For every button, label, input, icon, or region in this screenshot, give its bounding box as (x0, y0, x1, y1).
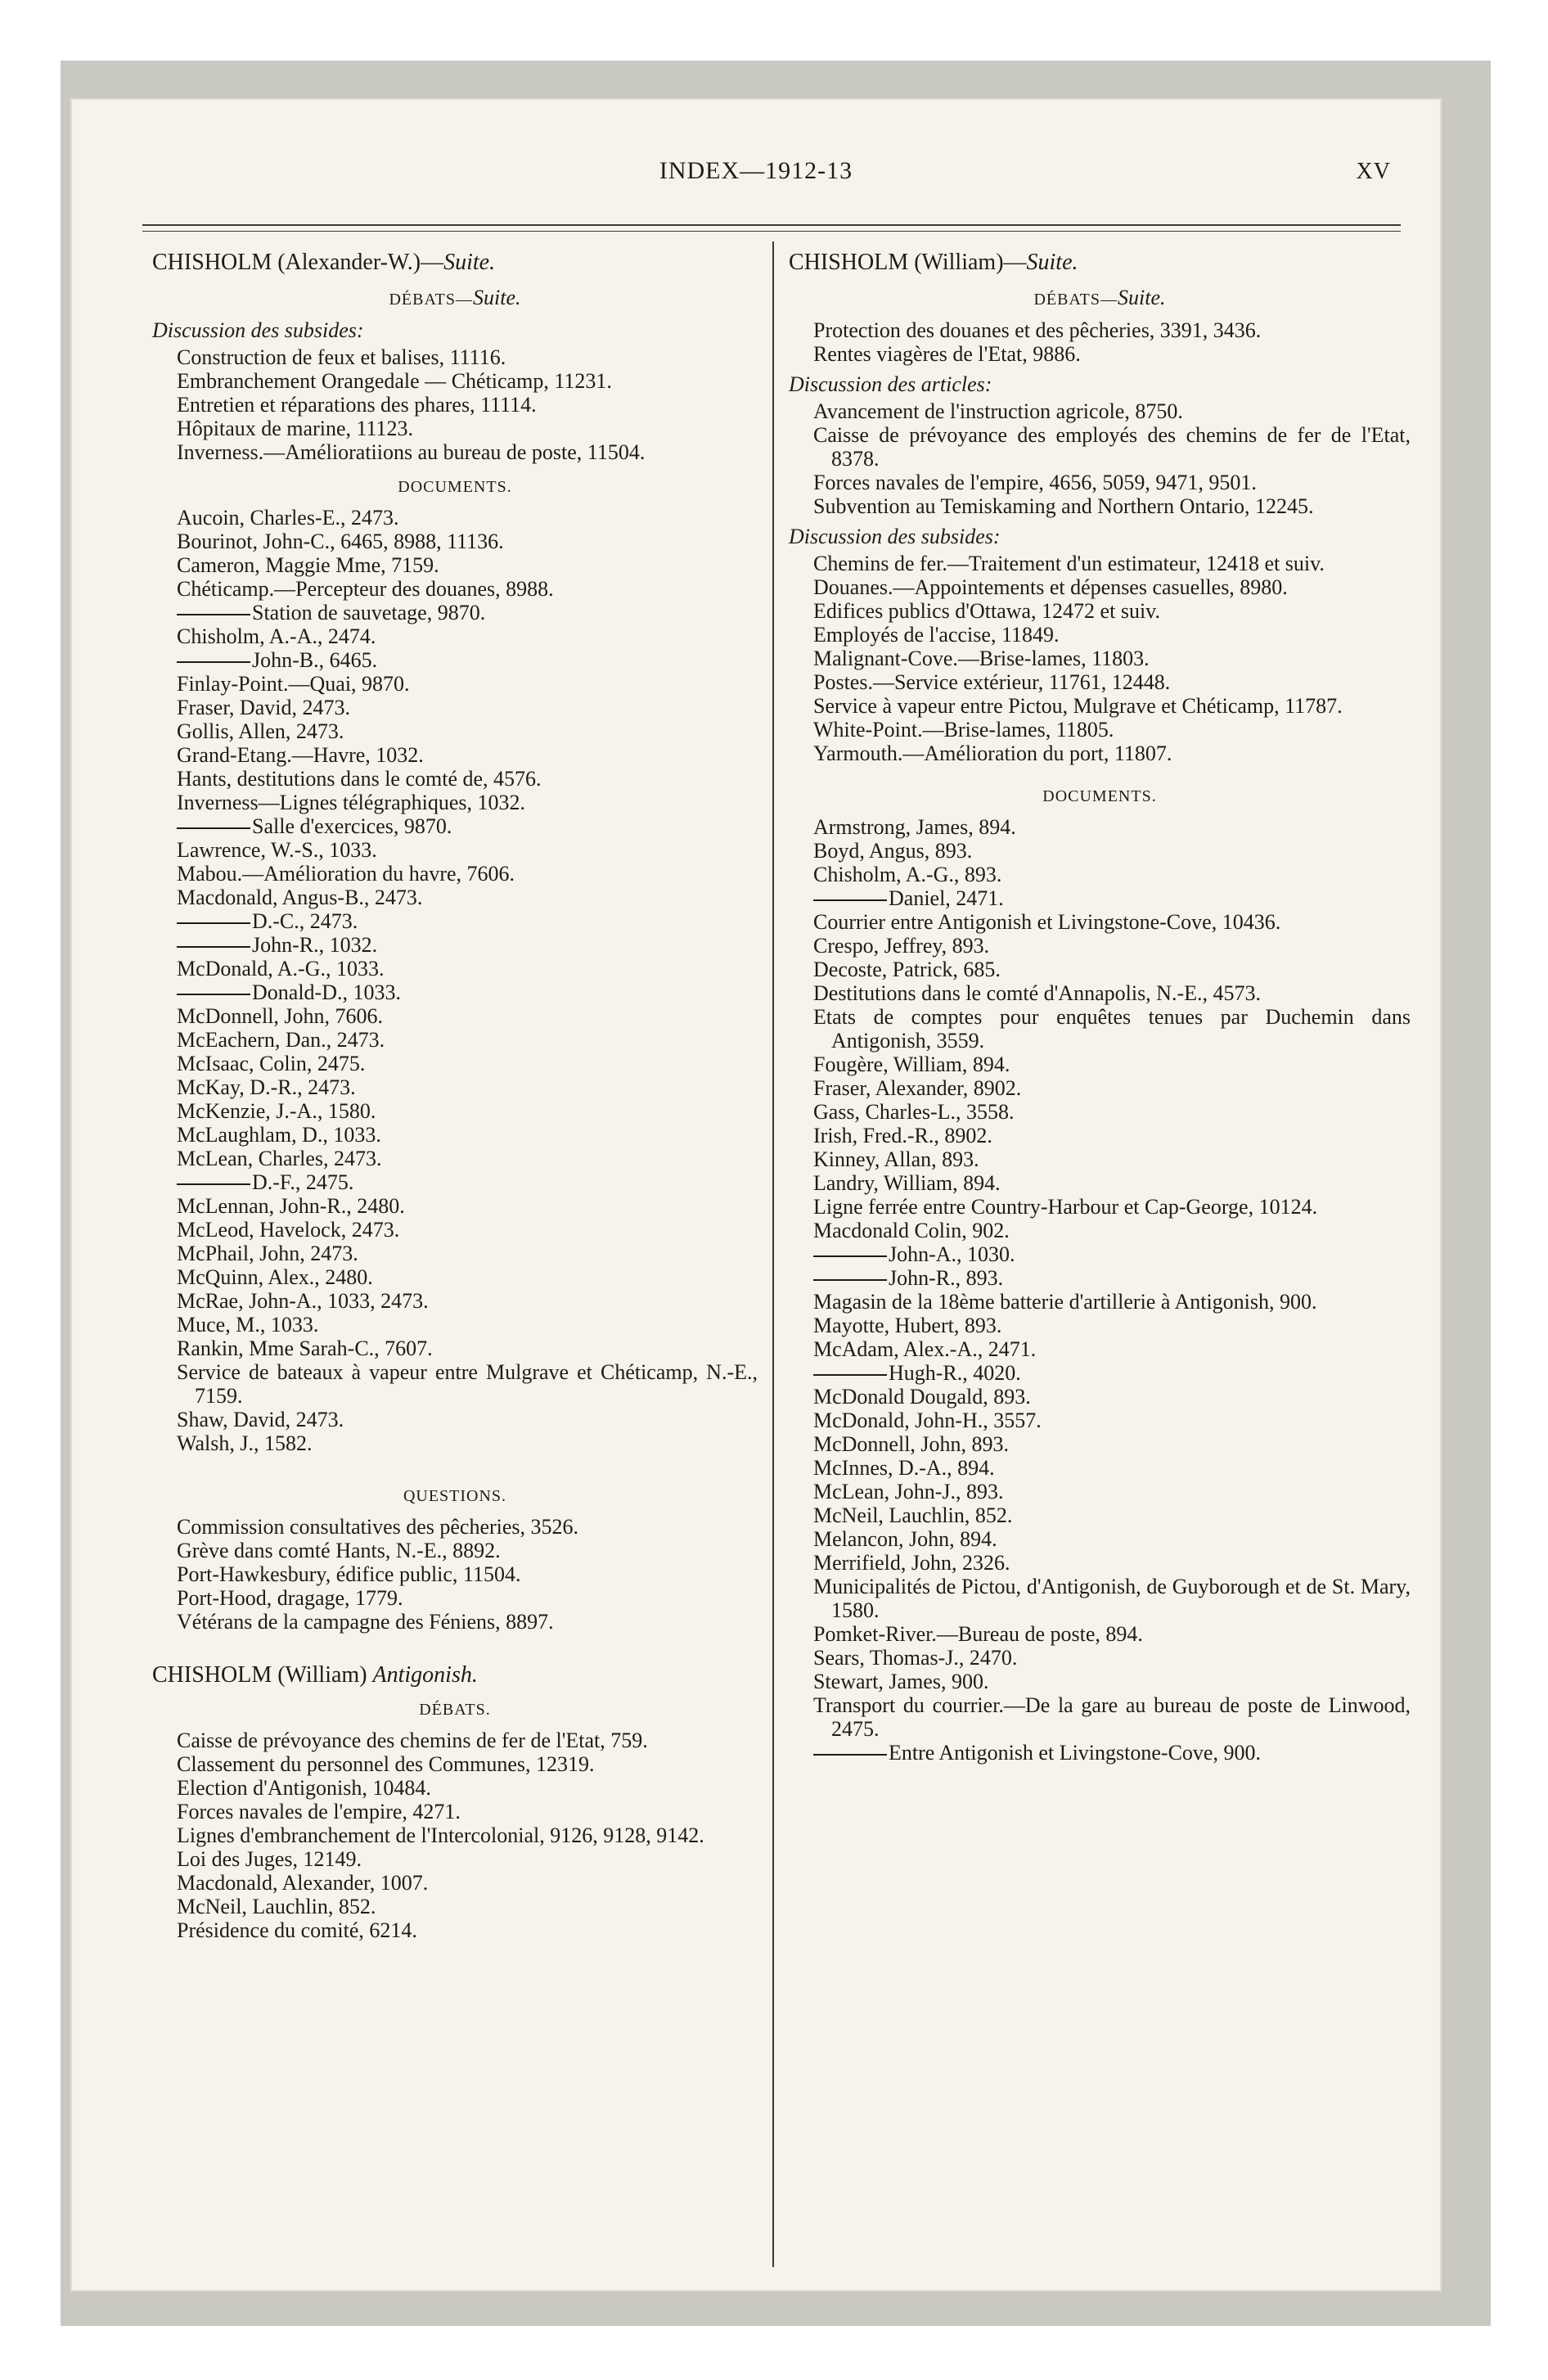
index-entry: Commission consultatives des pêcheries, 3526. (177, 1515, 579, 1539)
index-entry (789, 1741, 1411, 1765)
index-entry (152, 1408, 758, 1431)
index-entry (789, 1195, 1411, 1219)
entry-text: McDonald Dougald, 893. (813, 1385, 1031, 1409)
index-entry (789, 1124, 1411, 1147)
index-entry (789, 910, 1411, 934)
entry-text: Hants, destitutions dans le comté de, 4576. (177, 767, 542, 791)
index-entry: Rentes viagères de l'Etat, 9886. (813, 342, 1081, 366)
index-entry (789, 1005, 1411, 1053)
index-entry (789, 1670, 1411, 1693)
ditto-dash (813, 899, 887, 901)
entry-text: Sears, Thomas-J., 2470. (813, 1646, 1018, 1670)
index-entry: Avancement de l'instruction agricole, 8750. (813, 399, 1183, 423)
entry-text: Macdonald, Angus-B., 2473. (177, 886, 423, 909)
index-entry (152, 553, 758, 577)
ditto-dash (177, 946, 250, 948)
index-entry: Construction de feux et balises, 11116. (177, 345, 506, 369)
entry-text: Finlay-Point.—Quai, 9870. (177, 672, 410, 696)
index-entry (152, 1052, 758, 1075)
index-entry (789, 1314, 1411, 1337)
index-entry (789, 1242, 1411, 1266)
section-title: Discussion des articles: (789, 372, 992, 396)
index-entry (789, 1480, 1411, 1503)
index-entry (789, 1503, 1411, 1527)
entry-text: Decoste, Patrick, 685. (813, 958, 1001, 981)
document-page (70, 98, 1442, 2292)
subheading-suffix: Suite. (1118, 286, 1166, 309)
index-entry (152, 909, 758, 933)
ditto-dash (177, 1183, 250, 1185)
index-entry: Grève dans comté Hants, N.-E., 8892. (177, 1539, 501, 1562)
heading-name: CHISHOLM (Alexander-W.)— (152, 250, 444, 275)
index-entry: Chemins de fer.—Traitement d'un estimateur, 12418 et suiv. (813, 552, 1325, 575)
subheading-questions: QUESTIONS. (403, 1487, 507, 1505)
index-entry (789, 839, 1411, 863)
questions-list (152, 1515, 758, 1634)
index-entry (152, 838, 758, 862)
index-entry: Postes.—Service extérieur, 11761, 12448. (813, 670, 1171, 694)
entry-text: Crespo, Jeffrey, 893. (813, 934, 990, 958)
index-entry (152, 957, 758, 980)
entry-text: McDonald, A.-G., 1033. (177, 957, 385, 980)
left-column (152, 246, 758, 1942)
index-entry (789, 1171, 1411, 1195)
index-entry: Subvention au Temiskaming and Northern Ontario, 12245. (813, 494, 1314, 518)
intro-list (789, 318, 1411, 366)
index-entry (789, 1409, 1411, 1432)
entry-text: Mabou.—Amélioration du havre, 7606. (177, 862, 515, 886)
subheading-label: DÉBATS— (389, 291, 474, 309)
index-entry (152, 696, 758, 719)
subheading-debats-2: DÉBATS. (419, 1701, 491, 1719)
entry-text: McDonnell, John, 7606. (177, 1004, 384, 1028)
index-entry (789, 1646, 1411, 1670)
index-entry (152, 672, 758, 696)
index-entry: Macdonald, Alexander, 1007. (177, 1871, 429, 1895)
entry-text: Chisholm, A.-A., 2474. (177, 624, 376, 648)
entry-text: Daniel, 2471. (889, 886, 1004, 910)
index-entry (152, 1099, 758, 1123)
entry-text: D.-F., 2475. (252, 1170, 354, 1194)
index-entry: Loi des Juges, 12149. (177, 1847, 362, 1871)
entry-text: McDonnell, John, 893. (813, 1432, 1010, 1456)
index-entry (789, 1432, 1411, 1456)
index-entry: Classement du personnel des Communes, 12319. (177, 1752, 595, 1776)
page-title: INDEX—1912-13 (659, 157, 853, 184)
subheading-suffix: Suite. (473, 286, 521, 309)
ditto-dash (177, 994, 250, 995)
header-rule (142, 224, 1401, 226)
entry-text: McLean, John-J., 893. (813, 1480, 1004, 1503)
index-entry (152, 1170, 758, 1194)
index-entry: Yarmouth.—Amélioration du port, 11807. (813, 741, 1172, 765)
heading-name: CHISHOLM (William) (152, 1662, 367, 1688)
entry-text: McKenzie, J.-A., 1580. (177, 1099, 376, 1123)
entry-text: Landry, William, 894. (813, 1171, 1001, 1195)
index-entry (789, 1147, 1411, 1171)
entry-text: McNeil, Lauchlin, 852. (813, 1503, 1013, 1527)
subheading-documents: DOCUMENTS. (398, 478, 512, 496)
entry-text: Walsh, J., 1582. (177, 1431, 313, 1455)
index-entry: Embranchement Orangedale — Chéticamp, 11231. (177, 369, 612, 393)
ditto-dash (177, 922, 250, 924)
entry-text: Grand-Etang.—Havre, 1032. (177, 743, 424, 767)
index-entry (152, 767, 758, 791)
heading-suffix: Suite. (1026, 250, 1078, 275)
entry-text: Donald-D., 1033. (252, 980, 401, 1004)
subheading-label: DÉBATS— (1033, 291, 1118, 309)
section-title: Discussion des subsides: (789, 525, 1001, 548)
entry-text: Muce, M., 1033. (177, 1313, 319, 1336)
index-entry (789, 1693, 1411, 1741)
index-entry: Caisse de prévoyance des employés des chemins de fer de l'Etat, 8378. (813, 423, 1411, 471)
index-entry (789, 1290, 1411, 1314)
index-entry (789, 1527, 1411, 1551)
ditto-dash (177, 614, 250, 615)
entry-heading (152, 250, 758, 274)
index-entry (152, 886, 758, 909)
index-entry (789, 1053, 1411, 1076)
index-entry (152, 648, 758, 672)
entry-text: Cameron, Maggie Mme, 7159. (177, 553, 439, 577)
index-entry (152, 743, 758, 767)
index-entry: Election d'Antigonish, 10484. (177, 1776, 431, 1800)
ditto-dash (813, 1374, 887, 1376)
entry-text: Gollis, Allen, 2473. (177, 719, 344, 743)
entry-text: Aucoin, Charles-E., 2473. (177, 506, 399, 530)
entry-text: McIsaac, Colin, 2475. (177, 1052, 366, 1075)
articles-list (789, 399, 1411, 518)
index-entry (789, 815, 1411, 839)
entry-text: Mayotte, Hubert, 893. (813, 1314, 1002, 1337)
entry-text: Shaw, David, 2473. (177, 1408, 344, 1431)
subsides-list (789, 552, 1411, 765)
ditto-dash (177, 827, 250, 829)
documents-list (152, 506, 758, 1455)
entry-text: Fraser, David, 2473. (177, 696, 350, 719)
entry-text: McLennan, John-R., 2480. (177, 1194, 405, 1218)
index-entry (152, 814, 758, 838)
documents-list (789, 815, 1411, 1765)
entry-text: McKay, D.-R., 2473. (177, 1075, 356, 1099)
entry-text: McLeod, Havelock, 2473. (177, 1218, 400, 1242)
index-entry (789, 1076, 1411, 1100)
entry-text: McPhail, John, 2473. (177, 1242, 358, 1265)
index-entry (789, 1100, 1411, 1124)
index-entry (789, 1622, 1411, 1646)
index-entry: White-Point.—Brise-lames, 11805. (813, 718, 1114, 741)
index-entry: Port-Hawkesbury, édifice public, 11504. (177, 1562, 521, 1586)
entry-text: John-B., 6465. (252, 648, 378, 672)
entry-text: Destitutions dans le comté d'Annapolis, N.-E., 4573. (813, 981, 1262, 1005)
index-entry (152, 1075, 758, 1099)
index-entry (152, 1004, 758, 1028)
index-entry: McNeil, Lauchlin, 852. (177, 1895, 376, 1918)
entry-text: Fraser, Alexander, 8902. (813, 1076, 1022, 1100)
entry-heading (789, 250, 1411, 274)
entry-text: Hugh-R., 4020. (889, 1361, 1021, 1385)
subheading-documents: DOCUMENTS. (1042, 787, 1157, 805)
index-entry (789, 1575, 1411, 1622)
entry-text: Entre Antigonish et Livingstone-Cove, 900. (889, 1741, 1261, 1765)
index-entry: Edifices publics d'Ottawa, 12472 et suiv. (813, 599, 1160, 623)
entry-text: Municipalités de Pictou, d'Antigonish, de Guyborough et de St. Mary, 1580. (813, 1575, 1411, 1622)
index-entry: Malignant-Cove.—Brise-lames, 11803. (813, 647, 1150, 670)
index-entry (152, 980, 758, 1004)
entry-text: Fougère, William, 894. (813, 1053, 1010, 1076)
entry-text: Rankin, Mme Sarah-C., 7607. (177, 1336, 433, 1360)
entry-text: McEachern, Dan., 2473. (177, 1028, 385, 1052)
entry-heading-2 (152, 1663, 758, 1687)
entry-text: Courrier entre Antigonish et Livingstone-Cove, 10436. (813, 910, 1281, 934)
index-entry (789, 863, 1411, 886)
page-number: XV (1356, 159, 1391, 184)
heading-suffix: Suite. (443, 250, 496, 275)
entry-text: McLaughlam, D., 1033. (177, 1123, 381, 1147)
index-entry: Entretien et réparations des phares, 11114. (177, 393, 537, 417)
index-entry (152, 862, 758, 886)
index-entry (152, 1265, 758, 1289)
index-entry (152, 577, 758, 601)
entry-text: Lawrence, W.-S., 1033. (177, 838, 377, 862)
header-rule-secondary (142, 231, 1401, 232)
entry-text: Inverness—Lignes télégraphiques, 1032. (177, 791, 526, 814)
column-divider (772, 241, 774, 2267)
subsides-list (152, 345, 758, 464)
entry-text: Chéticamp.—Percepteur des douanes, 8988. (177, 577, 554, 601)
index-entry: Vétérans de la campagne des Féniens, 8897. (177, 1610, 554, 1634)
entry-text: John-A., 1030. (889, 1242, 1015, 1266)
index-entry (152, 601, 758, 624)
index-entry: Caisse de prévoyance des chemins de fer de l'Etat, 759. (177, 1729, 648, 1752)
index-entry (152, 624, 758, 648)
index-entry (789, 1551, 1411, 1575)
entry-text: McDonald, John-H., 3557. (813, 1409, 1042, 1432)
index-entry: Forces navales de l'empire, 4271. (177, 1800, 461, 1823)
index-entry (789, 1266, 1411, 1290)
entry-text: Etats de comptes pour enquêtes tenues par Duchemin dans Antigonish, 3559. (813, 1005, 1411, 1053)
index-entry (789, 886, 1411, 910)
entry-text: D.-C., 2473. (252, 909, 358, 933)
index-entry: Port-Hood, dragage, 1779. (177, 1586, 403, 1610)
index-entry (152, 1194, 758, 1218)
index-entry (152, 719, 758, 743)
ditto-dash (813, 1754, 887, 1756)
entry-text: McLean, Charles, 2473. (177, 1147, 382, 1170)
index-entry (152, 506, 758, 530)
subheading-debats (152, 286, 758, 312)
entry-text: McAdam, Alex.-A., 2471. (813, 1337, 1037, 1361)
index-entry (789, 1219, 1411, 1242)
index-entry (789, 934, 1411, 958)
index-entry (152, 1147, 758, 1170)
entry-text: Ligne ferrée entre Country-Harbour et Cap-George, 10124. (813, 1195, 1318, 1219)
section-title: Discussion des subsides: (152, 318, 364, 342)
entry-text: Boyd, Angus, 893. (813, 839, 973, 863)
entry-text: Magasin de la 18ème batterie d'artillerie à Antigonish, 900. (813, 1290, 1317, 1314)
entry-text: Transport du courrier.—De la gare au bureau de poste de Linwood, 2475. (813, 1693, 1411, 1741)
index-entry: Présidence du comité, 6214. (177, 1918, 417, 1942)
index-entry (789, 981, 1411, 1005)
index-entry (152, 1360, 758, 1408)
heading-name: CHISHOLM (William)— (789, 250, 1027, 275)
entry-text: McRae, John-A., 1033, 2473. (177, 1289, 429, 1313)
index-entry (789, 1385, 1411, 1409)
entry-text: Service de bateaux à vapeur entre Mulgrave et Chéticamp, N.-E., 7159. (177, 1360, 758, 1408)
index-entry (152, 1313, 758, 1336)
index-entry (789, 1456, 1411, 1480)
index-entry (152, 1242, 758, 1265)
entry-text: Armstrong, James, 894. (813, 815, 1016, 839)
index-entry (152, 530, 758, 553)
index-entry: Hôpitaux de marine, 11123. (177, 417, 414, 440)
index-entry: Employés de l'accise, 11849. (813, 623, 1060, 647)
entry-text: McInnes, D.-A., 894. (813, 1456, 995, 1480)
index-entry: Protection des douanes et des pêcheries, 3391, 3436. (813, 318, 1262, 342)
entry-text: Salle d'exercices, 9870. (252, 814, 452, 838)
entry-text: Bourinot, John-C., 6465, 8988, 11136. (177, 530, 504, 553)
entry-text: Merrifield, John, 2326. (813, 1551, 1010, 1575)
entry-text: Stewart, James, 900. (813, 1670, 989, 1693)
index-entry: Forces navales de l'empire, 4656, 5059, 9471, 9501. (813, 471, 1257, 494)
entry-text: John-R., 893. (889, 1266, 1004, 1290)
index-entry (152, 1123, 758, 1147)
index-entry (152, 1028, 758, 1052)
entry-text: Station de sauvetage, 9870. (252, 601, 486, 624)
index-entry: Lignes d'embranchement de l'Intercolonial, 9126, 9128, 9142. (177, 1823, 704, 1847)
index-entry (789, 958, 1411, 981)
heading-suffix: Antigonish. (372, 1662, 478, 1688)
ditto-dash (813, 1255, 887, 1257)
entry-text: Melancon, John, 894. (813, 1527, 997, 1551)
index-entry: Inverness.—Amélioratiions au bureau de poste, 11504. (177, 440, 646, 464)
index-entry (789, 1361, 1411, 1385)
entry-text: Chisholm, A.-G., 893. (813, 863, 1002, 886)
index-entry (152, 1289, 758, 1313)
entry-text: Gass, Charles-L., 3558. (813, 1100, 1015, 1124)
entry-text: Pomket-River.—Bureau de poste, 894. (813, 1622, 1143, 1646)
index-entry: Douanes.—Appointements et dépenses casuelles, 8980. (813, 575, 1288, 599)
entry-text: Irish, Fred.-R., 8902. (813, 1124, 992, 1147)
debats-list (152, 1729, 758, 1942)
index-entry (152, 1336, 758, 1360)
index-entry (152, 1218, 758, 1242)
index-entry (152, 791, 758, 814)
index-entry (152, 933, 758, 957)
right-column (789, 246, 1411, 1765)
index-entry (152, 1431, 758, 1455)
index-entry: Service à vapeur entre Pictou, Mulgrave et Chéticamp, 11787. (813, 694, 1343, 718)
entry-text: McQuinn, Alex., 2480. (177, 1265, 373, 1289)
entry-text: Macdonald Colin, 902. (813, 1219, 1010, 1242)
ditto-dash (177, 661, 250, 663)
index-entry (789, 1337, 1411, 1361)
entry-text: Kinney, Allan, 893. (813, 1147, 979, 1171)
entry-text: John-R., 1032. (252, 933, 378, 957)
ditto-dash (813, 1279, 887, 1281)
subheading-debats (789, 286, 1411, 312)
